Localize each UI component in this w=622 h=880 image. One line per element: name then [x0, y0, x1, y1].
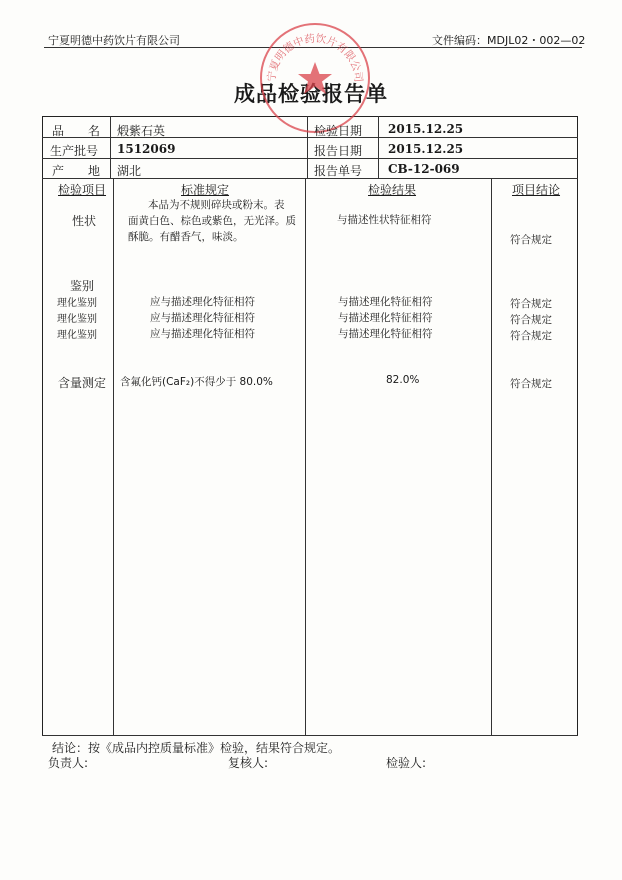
identification-row-result: 与描述理化特征相符: [338, 328, 433, 340]
col-header-item: 检验项目: [58, 183, 107, 197]
col-divider: [305, 178, 306, 735]
identification-row-item: 理化鉴别: [57, 298, 97, 309]
conclusion-text: 结论：按《成品内控质量标准》检验，结果符合规定。: [52, 741, 341, 755]
signature-responsible: 负责人:: [48, 756, 89, 770]
row-divider: [42, 158, 578, 159]
name-value: 煅紫石英: [117, 124, 166, 138]
traits-standard-line: 本品为不规则碎块或粉末。表: [148, 199, 285, 211]
batch-value: 1512069: [117, 142, 176, 156]
seal-text: 宁夏明德中药饮片有限公司: [265, 32, 365, 83]
report-no-value: CB-12-069: [388, 162, 460, 176]
origin-label: 产 地: [52, 164, 101, 178]
assay-conclusion: 符合规定: [510, 378, 552, 390]
doc-code-value: MDJL02・002—02: [487, 34, 586, 47]
traits-standard-line: 酥脆。有醋香气，味淡。: [128, 231, 244, 243]
assay-result: 82.0%: [386, 374, 420, 386]
assay-standard: 含氟化钙(CaF₂)不得少于 80.0%: [120, 376, 273, 388]
col-divider: [491, 178, 492, 735]
traits-standard-line: 面黄白色、棕色或紫色，无光泽。质: [128, 215, 296, 227]
origin-value: 湖北: [117, 164, 142, 178]
identification-row-item: 理化鉴别: [57, 314, 97, 325]
page-title: 成品检验报告单: [234, 82, 388, 106]
col-header-conclusion: 项目结论: [512, 183, 561, 197]
traits-conclusion: 符合规定: [510, 234, 552, 246]
identification-row-conclusion: 符合规定: [510, 314, 552, 326]
report-table: [42, 116, 578, 736]
col-divider: [110, 116, 111, 178]
col-divider: [113, 178, 114, 735]
identification-row-standard: 应与描述理化特征相符: [150, 312, 255, 324]
doc-code-label: 文件编码：: [432, 34, 487, 47]
col-header-result: 检验结果: [368, 183, 417, 197]
batch-label: 生产批号: [50, 144, 99, 158]
row-divider: [42, 735, 578, 736]
identification-row-result: 与描述理化特征相符: [338, 312, 433, 324]
traits-item: 性状: [72, 214, 97, 228]
col-divider: [378, 116, 379, 178]
identification-row-item: 理化鉴别: [57, 330, 97, 341]
identification-row-standard: 应与描述理化特征相符: [150, 328, 255, 340]
name-label: 品 名: [52, 124, 101, 138]
identification-row-conclusion: 符合规定: [510, 298, 552, 310]
report-no-label: 报告单号: [314, 164, 363, 178]
doc-code: [432, 32, 585, 48]
identification-item: 鉴别: [70, 279, 95, 293]
report-date-value: 2015.12.25: [388, 142, 464, 156]
assay-item: 含量测定: [58, 376, 107, 390]
identification-row-conclusion: 符合规定: [510, 330, 552, 342]
company-name: 宁夏明德中药饮片有限公司: [48, 34, 180, 47]
identification-row-result: 与描述理化特征相符: [338, 296, 433, 308]
signature-inspector: 检验人:: [386, 756, 427, 770]
col-header-standard: 标准规定: [181, 183, 230, 197]
signature-reviewer: 复核人:: [228, 756, 269, 770]
inspect-date-label: 检验日期: [314, 124, 363, 138]
traits-result: 与描述性状特征相符: [337, 214, 432, 226]
identification-row-standard: 应与描述理化特征相符: [150, 296, 255, 308]
company-seal: [255, 18, 375, 138]
report-date-label: 报告日期: [314, 144, 363, 158]
inspect-date-value: 2015.12.25: [388, 122, 464, 136]
